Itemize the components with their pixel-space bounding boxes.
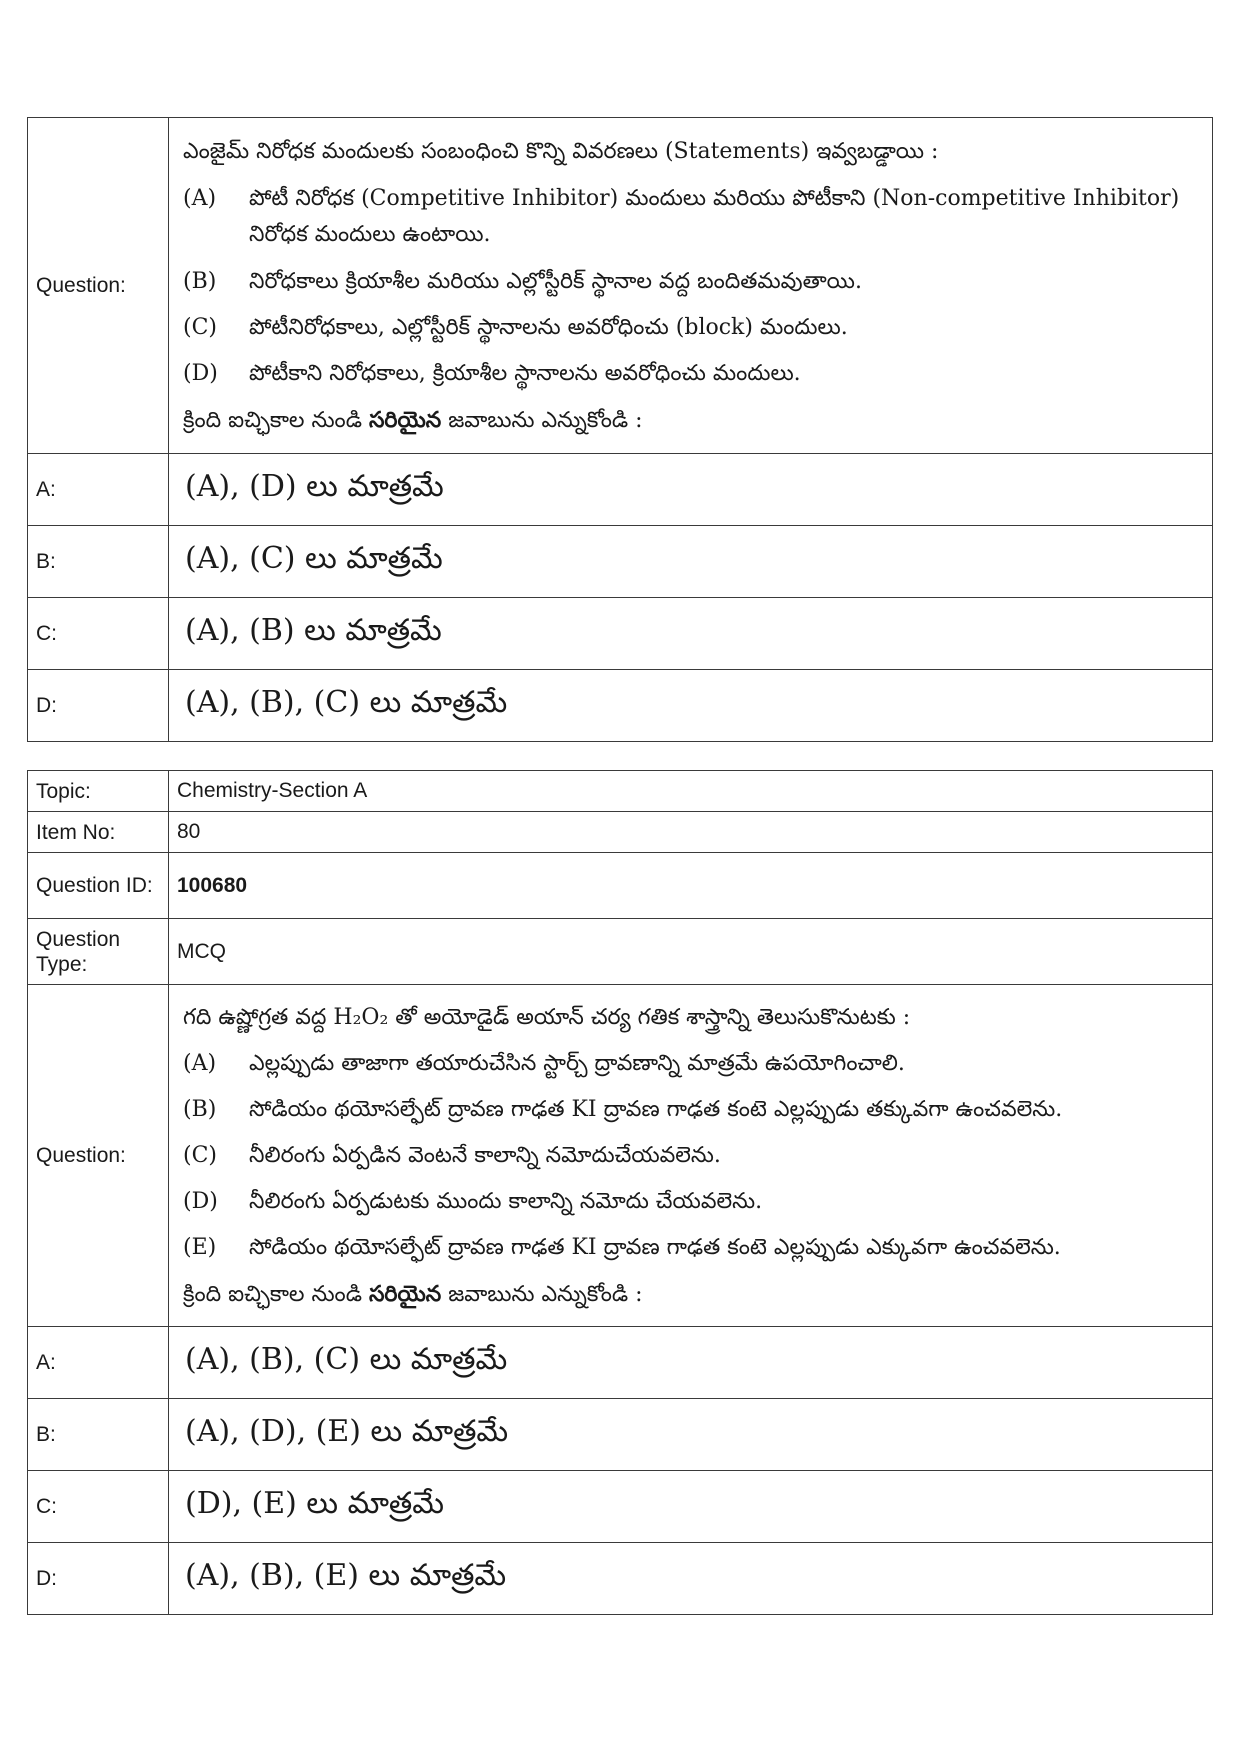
- statement-d: (D) నీలిరంగు ఏర్పడుటకు ముందు కాలాన్ని నమోదు చేయవలెను.: [183, 1189, 763, 1214]
- option-text: (A), (B) లు మాత్రమే: [185, 612, 442, 648]
- question-body: [169, 118, 1213, 454]
- question-intro: ఎంజైమ్ నిరోధక మందులకు సంబంధించి కొన్ని వివరణలు (Statements) ఇవ్వబడ్డాయి :: [183, 139, 939, 164]
- option-row-d[interactable]: [28, 1543, 1213, 1615]
- qtype-row: [28, 919, 1213, 985]
- question-closing: క్రింది ఐచ్ఛికాల నుండి సరియైన జవాబును ఎన్నుకోండి :: [183, 1281, 643, 1307]
- option-label: A:: [28, 454, 169, 526]
- option-text: (A), (B), (C) లు మాత్రమే: [185, 1341, 508, 1377]
- option-row-c[interactable]: [28, 1471, 1213, 1543]
- qid-value: 100680: [169, 853, 1213, 919]
- option-text: (A), (D), (E) లు మాత్రమే: [185, 1413, 509, 1449]
- statement-c: (C) నీలిరంగు ఏర్పడిన వెంటనే కాలాన్ని నమోదుచేయవలెను.: [183, 1143, 721, 1168]
- option-label: B:: [28, 1399, 169, 1471]
- option-row-a[interactable]: [28, 1327, 1213, 1399]
- question-body: [169, 985, 1213, 1327]
- question-label: Question:: [28, 985, 169, 1327]
- option-text: (A), (B), (C) లు మాత్రమే: [185, 684, 508, 720]
- statement-a: (A) పోటీ నిరోధక (Competitive Inhibitor) మందులు మరియు పోటీకాని (Non-competitive Inhibitor) నిరోధక మందులు ఉంటాయి.: [183, 186, 1180, 247]
- option-label: C:: [28, 1471, 169, 1543]
- topic-row: [28, 771, 1213, 812]
- statement-e: (E) సోడియం థయోసల్ఫేట్ ద్రావణ గాఢత KI ద్రావణ గాఢత కంటె ఎల్లప్పుడు ఎక్కువగా ఉంచవలెను.: [183, 1235, 1061, 1260]
- option-row-d[interactable]: [28, 670, 1213, 742]
- question-table-2: [27, 770, 1213, 1615]
- item-label: Item No:: [28, 812, 169, 853]
- option-row-b[interactable]: [28, 526, 1213, 598]
- option-label: C:: [28, 598, 169, 670]
- option-label: A:: [28, 1327, 169, 1399]
- option-label: D:: [28, 670, 169, 742]
- option-text: (A), (B), (E) లు మాత్రమే: [185, 1557, 507, 1593]
- statement-c: (C) పోటీనిరోధకాలు, ఎల్లోస్టీరిక్ స్థానాలను అవరోధించు (block) మందులు.: [183, 315, 848, 340]
- qid-label: Question ID:: [28, 853, 169, 919]
- question-table-1: [27, 117, 1213, 742]
- option-row-b[interactable]: [28, 1399, 1213, 1471]
- option-text: (A), (D) లు మాత్రమే: [185, 468, 444, 504]
- option-label: D:: [28, 1543, 169, 1615]
- option-label: B:: [28, 526, 169, 598]
- statement-a: (A) ఎల్లప్పుడు తాజాగా తయారుచేసిన స్టార్చ్ ద్రావణాన్ని మాత్రమే ఉపయోగించాలి.: [183, 1051, 905, 1076]
- statement-b: (B) సోడియం థయోసల్ఫేట్ ద్రావణ గాఢత KI ద్రావణ గాఢత కంటె ఎల్లప్పుడు తక్కువగా ఉంచవలెను.: [183, 1097, 1063, 1122]
- statement-d: (D) పోటీకాని నిరోధకాలు, క్రియాశీల స్థానాలను అవరోధించు మందులు.: [183, 361, 801, 386]
- option-row-c[interactable]: [28, 598, 1213, 670]
- qtype-label: Question Type:: [28, 919, 169, 985]
- question-intro: గది ఉష్ణోగ్రత వద్ద H₂O₂ తో అయోడైడ్ అయాన్ చర్య గతిక శాస్త్రాన్ని తెలుసుకొనుటకు :: [183, 1005, 911, 1030]
- statement-b: (B) నిరోధకాలు క్రియాశీల మరియు ఎల్లోస్టీరిక్ స్థానాల వద్ద బందితమవుతాయి.: [183, 269, 862, 294]
- question-row: [28, 985, 1213, 1327]
- question-row: [28, 118, 1213, 454]
- qid-row: [28, 853, 1213, 919]
- option-row-a[interactable]: [28, 454, 1213, 526]
- question-closing: క్రింది ఐచ్ఛికాల నుండి సరియైన జవాబును ఎన్నుకోండి :: [183, 407, 643, 433]
- item-row: [28, 812, 1213, 853]
- item-value: 80: [169, 812, 1213, 853]
- option-text: (A), (C) లు మాత్రమే: [185, 540, 443, 576]
- question-label: Question:: [28, 118, 169, 454]
- topic-label: Topic:: [28, 771, 169, 812]
- topic-value: Chemistry-Section A: [169, 771, 1213, 812]
- option-text: (D), (E) లు మాత్రమే: [185, 1485, 445, 1521]
- qtype-value: MCQ: [169, 919, 1213, 985]
